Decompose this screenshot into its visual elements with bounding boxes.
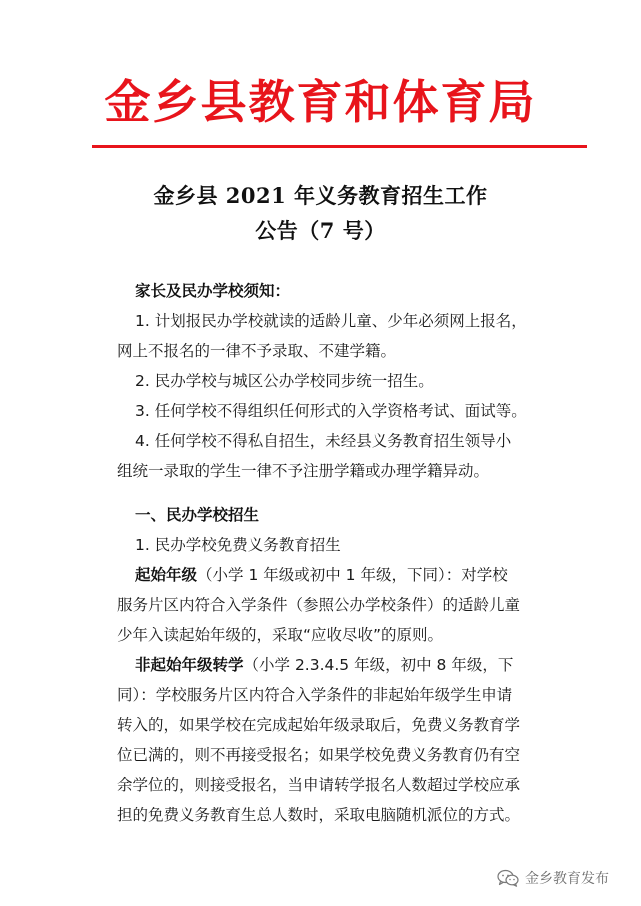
watermark-text: 金乡教育发布 xyxy=(525,871,609,887)
document-title-line-2: 公告（7 号） xyxy=(255,218,386,243)
section-1-sub-1: 1. 民办学校免费义务教育招生 xyxy=(135,536,341,554)
paragraph-2-line-3: 转入的，如果学校在完成起始年级录取后，免费义务教育学 xyxy=(117,716,521,734)
notice-heading: 家长及民办学校须知： xyxy=(135,282,291,300)
notice-item-3: 3. 任何学校不得组织任何形式的入学资格考试、面试等。 xyxy=(135,402,527,420)
notice-item-2: 2. 民办学校与城区公办学校同步统一招生。 xyxy=(135,372,434,390)
wechat-icon xyxy=(497,869,519,887)
masthead-title: 金乡县教育和体育局 xyxy=(104,75,537,129)
notice-item-4a: 4. 任何学校不得私自招生，未经县义务教育招生领导小 xyxy=(135,432,512,450)
section-1-heading: 一、民办学校招生 xyxy=(135,506,260,524)
paragraph-2-line-6: 担的免费义务教育生总人数时，采取电脑随机派位的方式。 xyxy=(117,806,521,824)
paragraph-1-label: 起始年级 xyxy=(135,566,198,584)
paragraph-1-line-1 xyxy=(135,560,575,590)
paragraph-1-line-3: 少年入读起始年级的，采取“应收尽收”的原则。 xyxy=(117,626,444,644)
document-title-line-1: 金乡县 2021 年义务教育招生工作 xyxy=(153,183,488,208)
paragraph-2-line-1 xyxy=(135,650,575,680)
notice-item-1a: 1. 计划报民办学校就读的适龄儿童、少年必须网上报名， xyxy=(135,312,527,330)
notice-item-4b: 组统一录取的学生一律不予注册学籍或办理学籍异动。 xyxy=(117,462,490,480)
paragraph-2-line-4: 位已满的，则不再接受报名；如果学校免费义务教育仍有空 xyxy=(117,746,521,764)
notice-item-1b: 网上不报名的一律不予录取、不建学籍。 xyxy=(117,342,397,360)
paragraph-2-text-a: （小学 2.3.4.5 年级，初中 8 年级，下 xyxy=(243,656,514,674)
source-watermark xyxy=(497,866,609,890)
paragraph-2-label: 非起始年级转学 xyxy=(135,656,244,674)
paragraph-2-line-5: 余学位的，则接受报名，当申请转学报名人数超过学校应承 xyxy=(117,776,521,794)
paragraph-1-text-a: （小学 1 年级或初中 1 年级，下同）：对学校 xyxy=(197,566,508,584)
red-divider xyxy=(92,145,587,148)
paragraph-1-line-2: 服务片区内符合入学条件（参照公办学校条件）的适龄儿童 xyxy=(117,596,521,614)
paragraph-2-line-2: 同）：学校服务片区内符合入学条件的非起始年级学生申请 xyxy=(117,686,513,704)
